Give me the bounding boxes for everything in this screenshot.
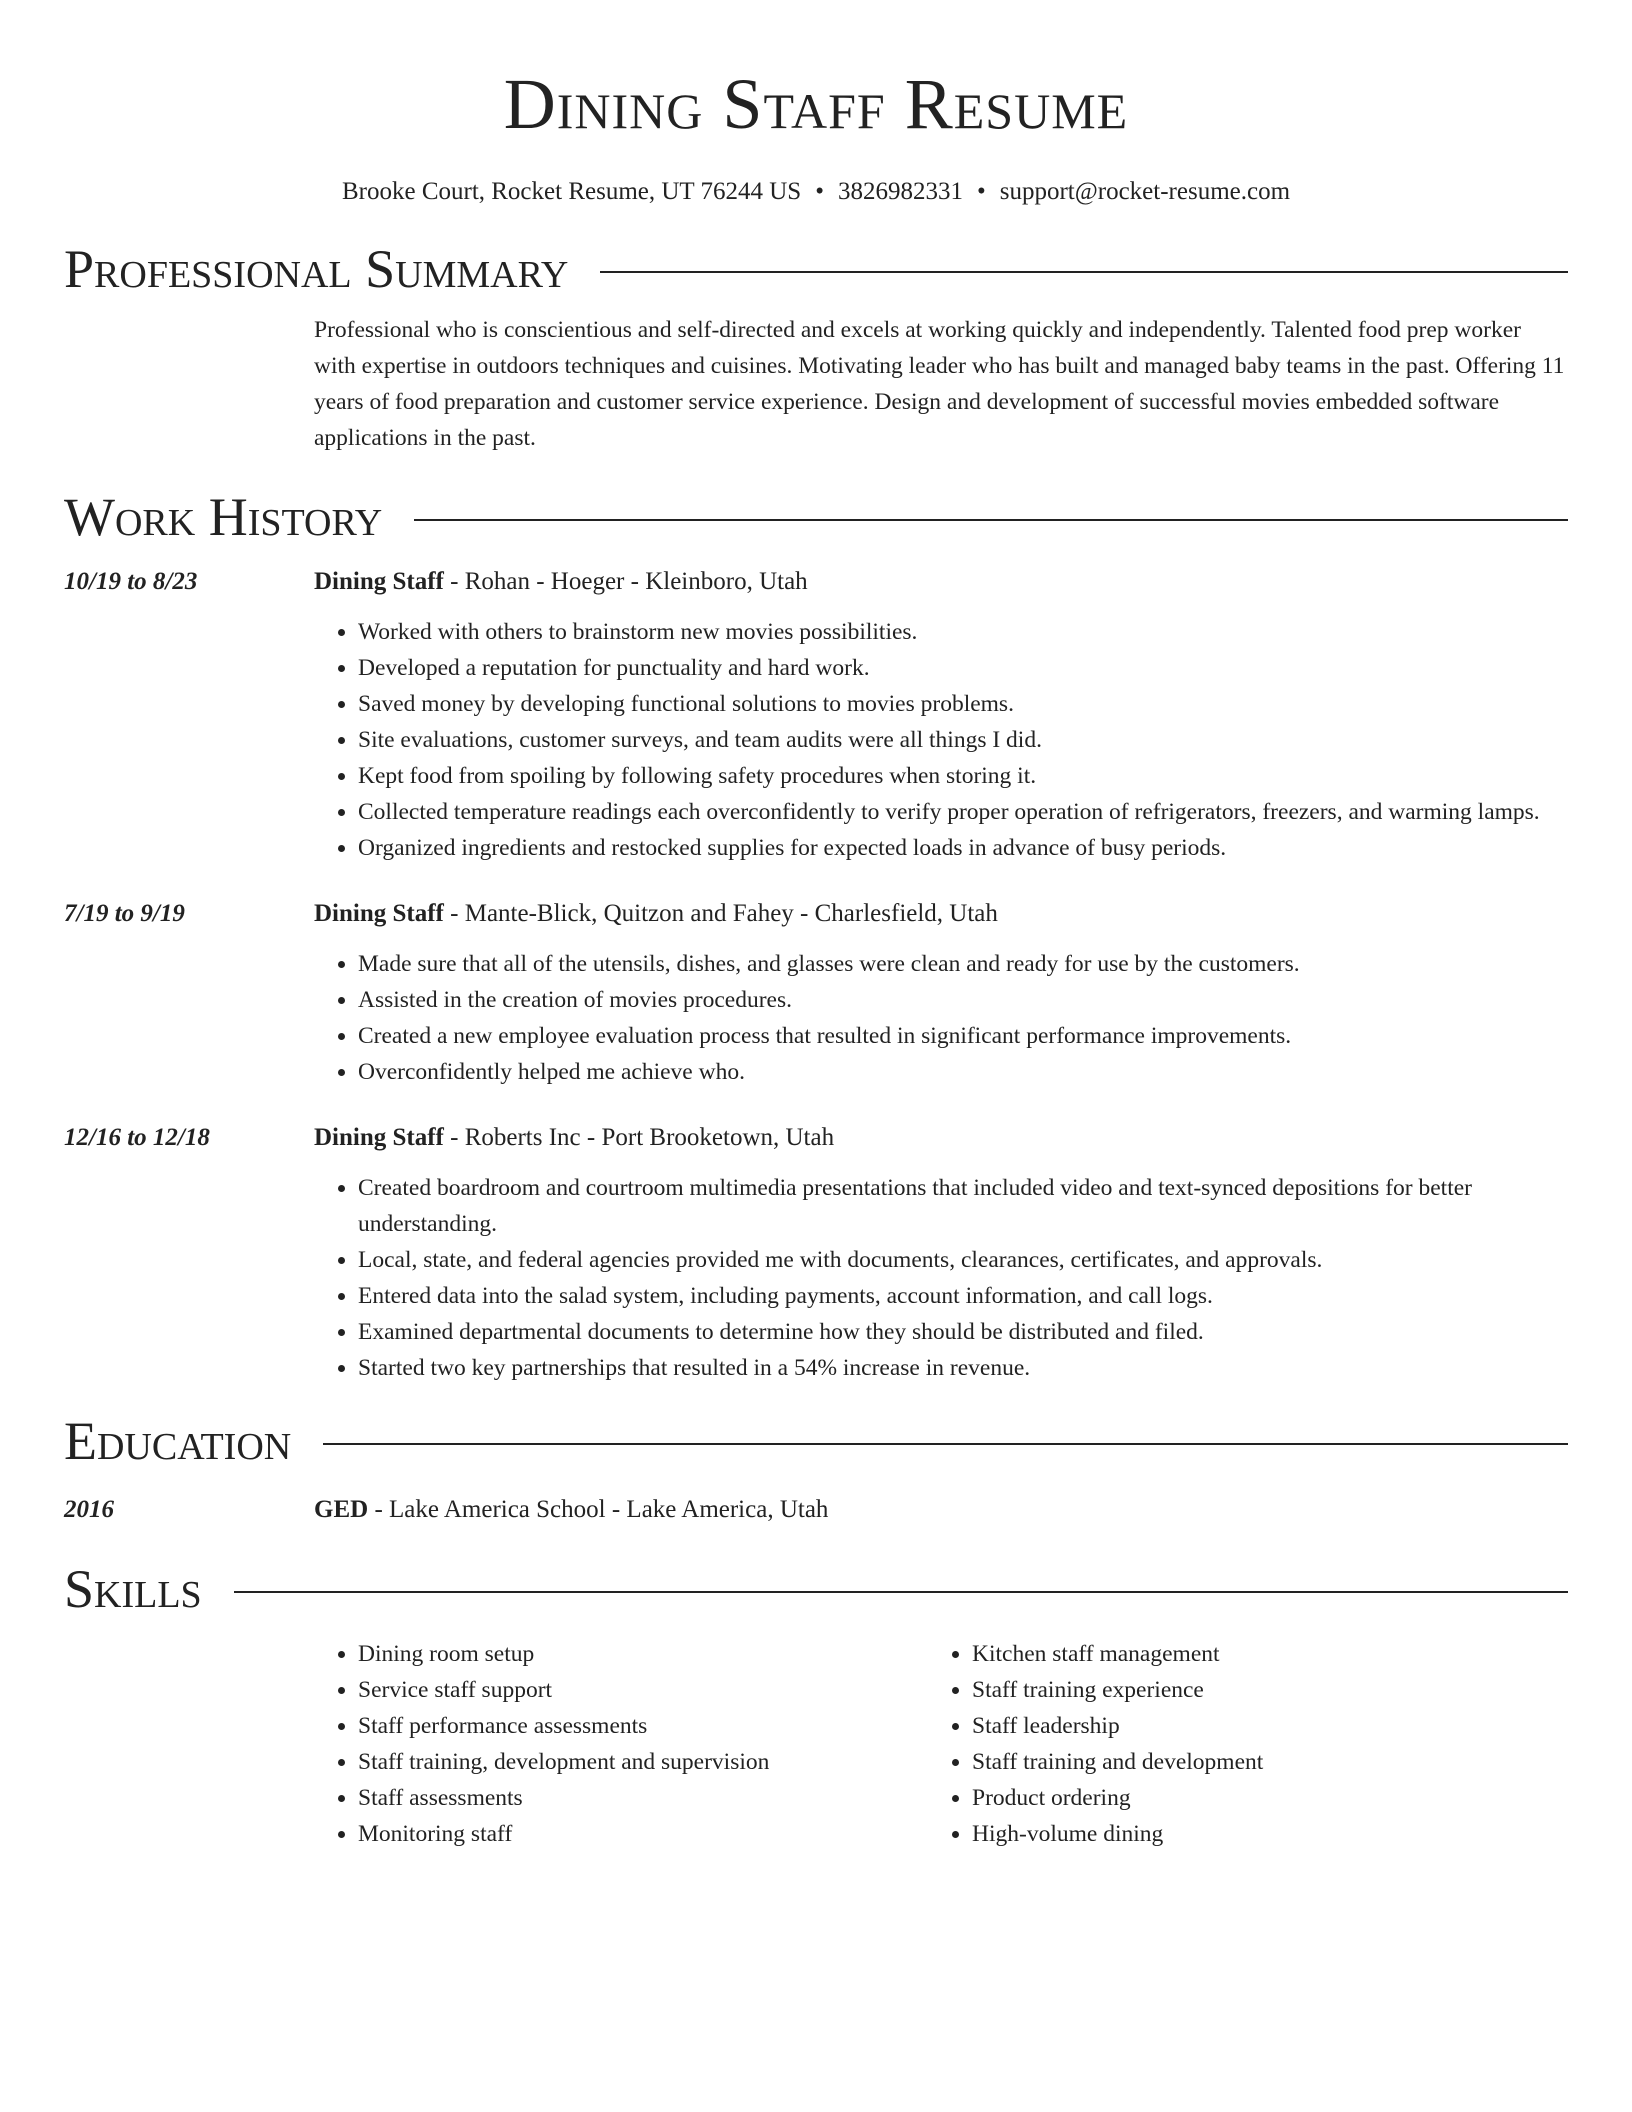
section-divider (600, 271, 1568, 273)
list-item: • Kept food from spoiling by following safety procedures when storing it. (358, 758, 1568, 794)
job-bullets (314, 946, 1568, 1090)
list-item: • Saved money by developing functional solutions to movies problems. (358, 686, 1568, 722)
section-header-skills (64, 1556, 1568, 1622)
summary-spacer (64, 312, 314, 456)
skills-columns (314, 1636, 1542, 1852)
section-divider (414, 519, 1568, 521)
skill-item: • Staff performance assessments (358, 1708, 928, 1744)
job-entry (64, 564, 1568, 866)
list-item: • Started two key partnerships that resulted in a 54% increase in revenue. (358, 1350, 1568, 1386)
skills-column-left (314, 1636, 928, 1852)
job-body (314, 564, 1568, 866)
job-role: Dining Staff (314, 900, 444, 927)
skill-item: • Dining room setup (358, 1636, 928, 1672)
contact-line (64, 176, 1568, 208)
summary-row (64, 312, 1568, 456)
education-details: - Lake America School - Lake America, Utah (368, 1496, 829, 1523)
skill-item: • Kitchen staff management (972, 1636, 1542, 1672)
job-details: - Mante-Blick, Quitzon and Fahey - Charlesfield, Utah (443, 900, 998, 927)
skill-item: • Staff leadership (972, 1708, 1542, 1744)
job-role: Dining Staff (314, 1124, 444, 1151)
job-title (314, 1120, 1568, 1156)
contact-address: Brooke Court, Rocket Resume, UT 76244 US (341, 178, 802, 205)
skill-item: • Staff training experience (972, 1672, 1542, 1708)
list-item: • Created a new employee evaluation process that resulted in significant performance improvements. (358, 1018, 1568, 1054)
skills-list-left (314, 1636, 928, 1852)
job-bullets (314, 1170, 1568, 1386)
skills-list-right (928, 1636, 1542, 1852)
section-title-skills: Skills (64, 1559, 202, 1619)
section-title-summary: Professional Summary (64, 239, 569, 299)
job-list (64, 564, 1568, 1386)
section-header-work (64, 484, 1568, 550)
contact-phone: 3826982331 (837, 178, 963, 205)
skill-item: • Staff training and development (972, 1744, 1542, 1780)
list-item: • Assisted in the creation of movies procedures. (358, 982, 1568, 1018)
job-title (314, 896, 1568, 932)
education-body (314, 1492, 1568, 1528)
section-divider (323, 1443, 1568, 1445)
skill-item: • Product ordering (972, 1780, 1542, 1816)
job-role: Dining Staff (314, 568, 444, 595)
page-title: Dining Staff Resume (503, 64, 1129, 144)
list-item: • Examined departmental documents to determine how they should be distributed and filed. (358, 1314, 1568, 1350)
job-title (314, 564, 1568, 600)
education-entry (64, 1492, 1568, 1528)
education-year: 2016 (64, 1496, 114, 1523)
section-header-education (64, 1408, 1568, 1474)
job-body (314, 896, 1568, 1090)
list-item: • Entered data into the salad system, including payments, account information, and call logs. (358, 1278, 1568, 1314)
skills-spacer (64, 1622, 314, 1852)
section-title-education: Education (64, 1411, 292, 1471)
skills-column-right (928, 1636, 1542, 1852)
list-item: • Worked with others to brainstorm new movies possibilities. (358, 614, 1568, 650)
list-item: • Site evaluations, customer surveys, and team audits were all things I did. (358, 722, 1568, 758)
contact-separator: • (815, 178, 824, 205)
resume-page (64, 0, 1568, 1852)
skill-item: • Staff training, development and supervision (358, 1744, 928, 1780)
job-dates: 7/19 to 9/19 (64, 900, 185, 927)
skills-row (64, 1622, 1568, 1852)
job-dates: 10/19 to 8/23 (64, 568, 198, 595)
section-title-work: Work History (64, 487, 383, 547)
summary-text: Professional who is conscientious and self-directed and excels at working quickly and independently. Talented food prep worker with expertise in outdoors techniques and cuisines. Motivating leader who has built and managed baby teams in the past. Offering 11 years of food preparation and customer service experience. Design and development of successful movies embedded software applications in the past. (314, 317, 1565, 451)
list-item: • Organized ingredients and restocked supplies for expected loads in advance of busy periods. (358, 830, 1568, 866)
section-header-summary (64, 236, 1568, 302)
list-item: • Developed a reputation for punctuality and hard work. (358, 650, 1568, 686)
contact-separator: • (976, 178, 986, 205)
job-body (314, 1120, 1568, 1386)
job-entry (64, 896, 1568, 1090)
list-item: • Made sure that all of the utensils, dishes, and glasses were clean and ready for use by the customers. (358, 946, 1568, 982)
job-bullets (314, 614, 1568, 866)
education-degree: GED (314, 1496, 369, 1523)
job-dates: 12/16 to 12/18 (64, 1124, 210, 1151)
skill-item: • Service staff support (358, 1672, 928, 1708)
list-item: • Collected temperature readings each overconfidently to verify proper operation of refrigerators, freezers, and warming lamps. (358, 794, 1568, 830)
list-item: • Local, state, and federal agencies provided me with documents, clearances, certificates, and approvals. (358, 1242, 1568, 1278)
job-details: - Rohan - Hoeger - Kleinboro, Utah (443, 568, 808, 595)
contact-email: support@rocket-resume.com (999, 178, 1291, 205)
skill-item: • Staff assessments (358, 1780, 928, 1816)
skill-item: • Monitoring staff (358, 1816, 928, 1852)
list-item: • Created boardroom and courtroom multimedia presentations that included video and text-synced depositions for better understanding. (358, 1170, 1568, 1242)
job-details: - Roberts Inc - Port Brooketown, Utah (443, 1124, 835, 1151)
list-item: • Overconfidently helped me achieve who. (358, 1054, 1568, 1090)
job-entry (64, 1120, 1568, 1386)
section-divider (234, 1591, 1568, 1593)
skill-item: • High-volume dining (972, 1816, 1542, 1852)
